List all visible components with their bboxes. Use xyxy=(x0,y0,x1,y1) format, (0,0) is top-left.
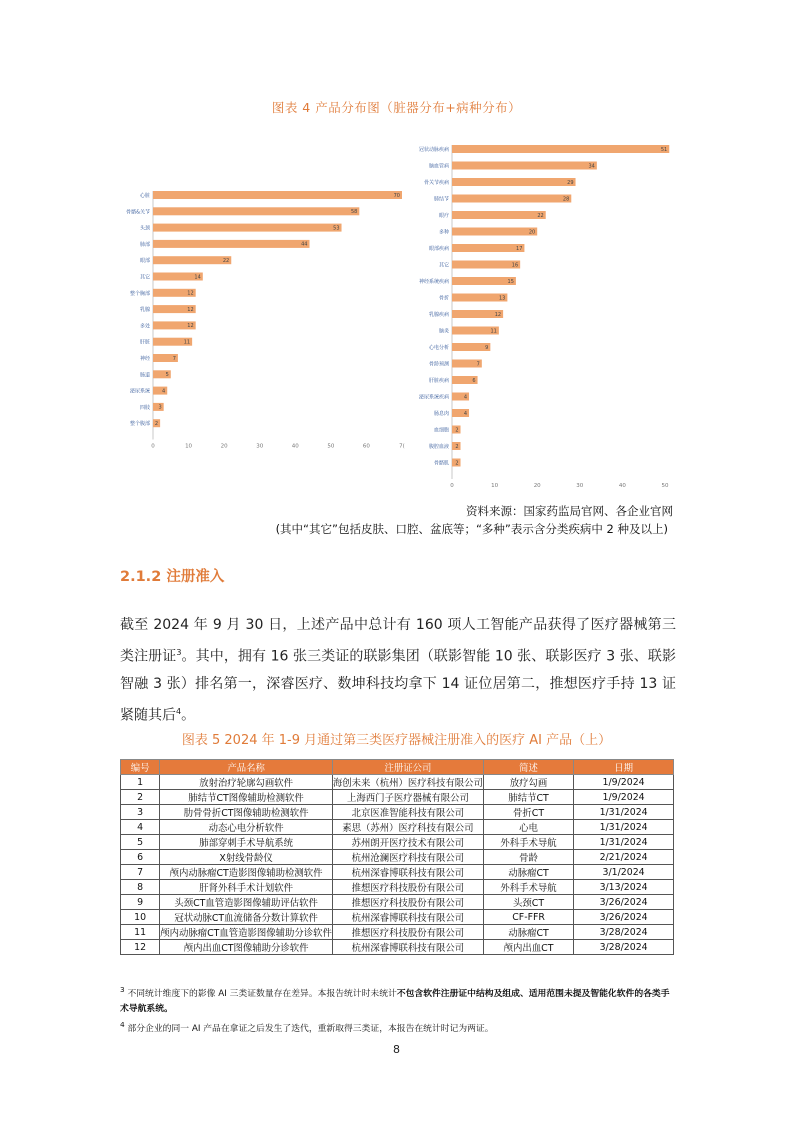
body-paragraph xyxy=(120,612,676,729)
table-cell: 肺部穿刺手术导航系统 xyxy=(160,835,333,850)
footnote-3-number: 3 xyxy=(120,985,125,994)
table-header-cell: 注册证公司 xyxy=(332,760,483,775)
table-header-row xyxy=(121,760,674,775)
figure-note: (其中“其它”包括皮肤、口腔、盆底等；“多种”表示含分类疾病中 2 种及以上) xyxy=(275,522,668,536)
table-cell: 肺结节CT图像辅助检测软件 xyxy=(160,790,333,805)
x-tick-label: 50 xyxy=(327,443,335,450)
table-cell: 动脉瘤CT xyxy=(483,925,573,940)
value-label: 2 xyxy=(154,421,159,427)
table-cell: 肺结节CT xyxy=(483,790,573,805)
value-label: 20 xyxy=(528,229,536,236)
table-cell: 苏州朗开医疗技术有限公司 xyxy=(332,835,483,850)
category-label: 其它 xyxy=(438,262,449,269)
value-label: 11 xyxy=(490,328,497,335)
category-label: 多处 xyxy=(139,323,150,330)
value-label: 44 xyxy=(301,241,308,248)
table-cell: 颅内出血CT xyxy=(483,940,573,955)
category-label: 骨骼肌 xyxy=(433,460,449,467)
table-cell: 素思（苏州）医疗科技有限公司 xyxy=(332,820,483,835)
table-cell: 肝肾外科手术计划软件 xyxy=(160,880,333,895)
x-tick-label: 10 xyxy=(185,443,193,450)
value-label: 22 xyxy=(537,212,544,219)
table-cell: 颅内动脉瘤CT造影图像辅助检测软件 xyxy=(160,865,333,880)
value-label: 22 xyxy=(222,258,230,264)
footnote-4 xyxy=(120,1017,678,1037)
value-label: 12 xyxy=(187,323,194,330)
bar xyxy=(153,256,231,264)
table-cell: 推想医疗科技股份有限公司 xyxy=(332,925,483,940)
category-label: 乳腺 xyxy=(139,307,150,314)
category-label: 骨骼&关节 xyxy=(126,209,150,216)
footnote-3-text: 不同统计维度下的影像 AI 三类证数量存在差异。本报告统计时未统计 xyxy=(124,988,397,999)
category-label: 四肢 xyxy=(139,404,150,411)
table-cell: 杭州深睿博联科技有限公司 xyxy=(332,910,483,925)
bar xyxy=(452,261,520,269)
table-cell: 动脉瘤CT xyxy=(483,865,573,880)
section-heading xyxy=(120,565,224,586)
table-cell: 11 xyxy=(121,925,160,940)
table-cell: 3/28/2024 xyxy=(574,925,674,940)
table-row xyxy=(121,880,674,895)
value-label: 53 xyxy=(333,225,340,232)
bar xyxy=(153,207,359,215)
category-label: 眼部 xyxy=(139,258,150,265)
value-label: 15 xyxy=(507,278,514,285)
category-label: 神经系统疾病 xyxy=(418,279,449,285)
figure-source: 资料来源：国家药监局官网、各企业官网 xyxy=(466,504,673,518)
table-row xyxy=(121,850,674,865)
table-cell: 头颈CT血管造影图像辅助评估软件 xyxy=(160,895,333,910)
value-label: 2 xyxy=(455,443,459,450)
category-label: 眼疗 xyxy=(438,213,449,219)
category-label: 乳腺疾病 xyxy=(428,312,449,318)
table-row xyxy=(121,820,674,835)
table-cell: 1/9/2024 xyxy=(574,790,674,805)
table-cell: 放射治疗轮廓勾画软件 xyxy=(160,775,333,790)
value-label: 7 xyxy=(476,361,480,368)
category-label: 多种 xyxy=(438,229,449,236)
category-label: 泌尿系统 xyxy=(129,388,150,395)
table-cell: CF-FFR xyxy=(483,910,573,925)
registration-table xyxy=(120,759,674,955)
table-cell: 5 xyxy=(121,835,160,850)
category-label: 肝脏疾病 xyxy=(428,378,449,384)
table-row xyxy=(121,805,674,820)
table-cell: 1/9/2024 xyxy=(574,775,674,790)
paragraph-text-1: 截至 2024 年 9 月 30 日，上述产品中总计有 160 项人工智能产品获得了医疗器械第三类注册证 xyxy=(120,617,676,665)
x-tick-label: 0 xyxy=(151,443,155,450)
bar xyxy=(452,211,546,219)
category-label: 其它 xyxy=(139,274,150,281)
category-label: 眼部疾病 xyxy=(428,246,449,252)
x-tick-label: 40 xyxy=(291,443,299,450)
table-cell: 2 xyxy=(121,790,160,805)
table-cell: 头颈CT xyxy=(483,895,573,910)
table-cell: 7 xyxy=(121,865,160,880)
value-label: 6 xyxy=(472,377,476,384)
category-label: 腹腔血液 xyxy=(428,444,449,450)
table-cell: 2/21/2024 xyxy=(574,850,674,865)
value-label: 4 xyxy=(463,410,468,417)
table-cell: 颅内出血CT图像辅助分诊软件 xyxy=(160,940,333,955)
table-cell: 3/26/2024 xyxy=(574,895,674,910)
category-label: 头颈 xyxy=(139,225,150,232)
table-cell: 3/13/2024 xyxy=(574,880,674,895)
figure-title: 图表 4 产品分布图（脏器分布+病种分布） xyxy=(271,100,522,115)
table-cell: 推想医疗科技股份有限公司 xyxy=(332,880,483,895)
table-cell: 1/31/2024 xyxy=(574,820,674,835)
value-label: 2 xyxy=(455,427,459,434)
x-tick-label: 30 xyxy=(576,483,584,489)
table-cell: 1 xyxy=(121,775,160,790)
table-cell: 动态心电分析软件 xyxy=(160,820,333,835)
page-number: 8 xyxy=(393,1043,400,1056)
table-row xyxy=(121,835,674,850)
table-row xyxy=(121,790,674,805)
value-label: 4 xyxy=(162,388,166,395)
table-cell: 肋骨骨折CT图像辅助检测软件 xyxy=(160,805,333,820)
value-label: 28 xyxy=(562,196,570,203)
bar xyxy=(452,195,571,203)
table-cell: 3/26/2024 xyxy=(574,910,674,925)
table-cell: 杭州深睿博联科技有限公司 xyxy=(332,865,483,880)
table-cell: 1/31/2024 xyxy=(574,835,674,850)
category-label: 脑血管病 xyxy=(428,163,449,170)
x-tick-label: 20 xyxy=(220,443,228,450)
category-label: 肠道 xyxy=(139,372,150,379)
bar xyxy=(452,145,669,153)
value-label: 4 xyxy=(463,394,468,401)
table-cell: 6 xyxy=(121,850,160,865)
value-label: 5 xyxy=(165,372,169,379)
value-label: 7 xyxy=(172,355,176,362)
paragraph-text-3: 。 xyxy=(181,707,196,724)
table-row xyxy=(121,925,674,940)
table-cell: 上海西门子医疗器械有限公司 xyxy=(332,790,483,805)
bar xyxy=(452,162,597,170)
footnote-4-number: 4 xyxy=(120,1019,125,1029)
section-title: 注册准入 xyxy=(166,569,225,585)
table-cell: 4 xyxy=(121,820,160,835)
value-label: 9 xyxy=(485,344,489,351)
table-cell: 3/1/2024 xyxy=(574,865,674,880)
disease-distribution-chart xyxy=(400,136,675,496)
value-label: 29 xyxy=(567,179,574,186)
category-label: 心电分析 xyxy=(428,345,449,351)
table-row xyxy=(121,940,674,955)
x-tick-label: 30 xyxy=(256,443,264,450)
category-label: 肝脏 xyxy=(139,339,150,346)
table-cell: 颅内动脉瘤CT血管造影图像辅助分诊软件 xyxy=(160,925,333,940)
table-row xyxy=(121,895,674,910)
table-cell: 外科手术导航 xyxy=(483,880,573,895)
footnote-4-text: 部分企业的同一 AI 产品在拿证之后发生了迭代，重新取得三类证，本报告在统计时记为两证。 xyxy=(124,1023,494,1034)
value-label: 2 xyxy=(455,460,459,467)
bar xyxy=(452,228,537,236)
table-title: 图表 5 2024 年 1-9 月通过第三类医疗器械注册准入的医疗 AI 产品（上） xyxy=(181,733,612,748)
table-cell: 心电 xyxy=(483,820,573,835)
footnotes xyxy=(120,982,678,1037)
table-cell: 8 xyxy=(121,880,160,895)
table-header-cell: 编号 xyxy=(121,760,160,775)
category-label: 脑炎 xyxy=(438,328,449,335)
table-cell: 骨折CT xyxy=(483,805,573,820)
value-label: 12 xyxy=(187,306,194,313)
bar xyxy=(153,224,342,232)
table-row xyxy=(121,865,674,880)
x-tick-label: 40 xyxy=(618,483,626,489)
table-cell: X射线骨龄仪 xyxy=(160,850,333,865)
table-cell: 推想医疗科技股份有限公司 xyxy=(332,895,483,910)
x-tick-label: 50 xyxy=(661,483,669,489)
table-cell: 12 xyxy=(121,940,160,955)
table-cell: 外科手术导航 xyxy=(483,835,573,850)
footnote-3-bold-text: 不包含软件注册证中结构及组成、适用范围未提及智能化软件的各类手术导航系统。 xyxy=(120,988,670,1014)
category-label: 整个腹部 xyxy=(129,421,150,428)
table-header-cell: 简述 xyxy=(483,760,573,775)
category-label: 心脏 xyxy=(139,193,150,199)
category-label: 骨关节疾病 xyxy=(423,180,449,186)
category-label: 肠息肉 xyxy=(433,411,449,417)
category-label: 骨折 xyxy=(438,295,449,302)
value-label: 14 xyxy=(194,274,201,281)
value-label: 16 xyxy=(511,262,519,269)
value-label: 13 xyxy=(499,295,506,302)
category-label: 肺部 xyxy=(139,241,150,248)
section-number: 2.1.2 xyxy=(120,569,162,585)
category-label: 冠状动脉疾病 xyxy=(418,147,449,153)
table-header-cell: 产品名称 xyxy=(160,760,333,775)
table-cell: 冠状动脉CT血流储备分数计算软件 xyxy=(160,910,333,925)
bar xyxy=(452,244,524,252)
table-cell: 3 xyxy=(121,805,160,820)
table-cell: 海创未来（杭州）医疗科技有限公司 xyxy=(332,775,483,790)
organ-distribution-chart xyxy=(110,180,410,450)
x-tick-label: 7( xyxy=(399,443,405,450)
value-label: 12 xyxy=(494,311,502,318)
category-label: 肺结节 xyxy=(433,196,449,203)
x-tick-label: 20 xyxy=(533,483,541,489)
table-cell: 杭州深睿博联科技有限公司 xyxy=(332,940,483,955)
table-cell: 杭州沧澜医疗科技有限公司 xyxy=(332,850,483,865)
paragraph-text-2: 。其中，拥有 16 张三类证的联影集团（联影智能 10 张、联影医疗 3 张、联影智融 3 张）排名第一，深睿医疗、数坤科技均拿下 14 证位居第二，推想医疗手持 13 证紧随其后 xyxy=(120,648,676,724)
table-cell: 10 xyxy=(121,910,160,925)
value-label: 34 xyxy=(588,163,595,170)
x-tick-label: 60 xyxy=(362,443,370,450)
category-label: 神经 xyxy=(139,356,150,362)
table-header-cell: 日期 xyxy=(574,760,674,775)
value-label: 70 xyxy=(393,192,400,199)
bar xyxy=(452,277,516,285)
x-tick-label: 10 xyxy=(491,483,499,489)
footnote-ref-4[interactable]: 4 xyxy=(176,706,182,716)
category-label: 血细胞 xyxy=(433,427,449,434)
value-label: 17 xyxy=(516,245,523,252)
footnote-ref-3[interactable]: 3 xyxy=(176,648,182,657)
table-cell: 骨龄 xyxy=(483,850,573,865)
table-cell: 北京医准智能科技有限公司 xyxy=(332,805,483,820)
bar xyxy=(153,240,310,248)
value-label: 51 xyxy=(660,146,668,153)
bar xyxy=(452,178,576,186)
bar xyxy=(153,191,402,199)
table-row xyxy=(121,775,674,790)
value-label: 12 xyxy=(187,290,194,297)
category-label: 骨龄预测 xyxy=(428,361,449,368)
footnote-3 xyxy=(120,982,678,1017)
table-cell: 放疗勾画 xyxy=(483,775,573,790)
table-cell: 3/28/2024 xyxy=(574,940,674,955)
table-cell: 1/31/2024 xyxy=(574,805,674,820)
category-label: 泌尿系统疾病 xyxy=(418,394,449,401)
category-label: 整个胸部 xyxy=(129,290,150,297)
value-label: 58 xyxy=(350,209,358,216)
table-row xyxy=(121,910,674,925)
value-label: 11 xyxy=(183,339,191,346)
table-cell: 9 xyxy=(121,895,160,910)
x-tick-label: 0 xyxy=(450,483,454,489)
value-label: 3 xyxy=(158,404,162,411)
